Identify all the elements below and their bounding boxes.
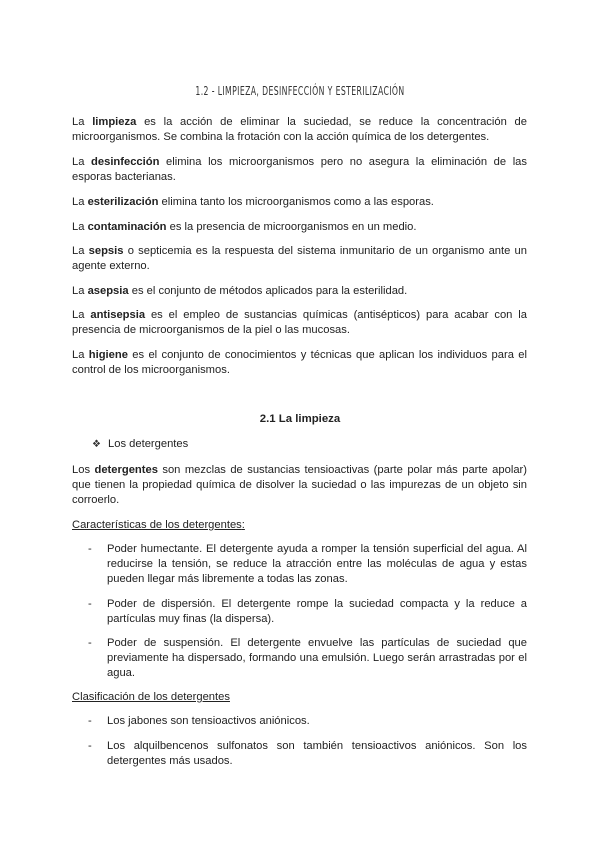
- list-item-text: Los jabones son tensioactivos aniónicos.: [107, 715, 310, 727]
- list-item-text: Poder de suspensión. El detergente envuelve las partículas de suciedad que previamente ha dispersado, formando una emulsión. Luego serán arrastradas por el agua.: [107, 637, 527, 679]
- characteristics-heading: Características de los detergentes:: [72, 519, 245, 531]
- term: asepsia: [87, 285, 129, 297]
- bullet-item: [92, 437, 188, 452]
- classification-heading: Clasificación de los detergentes: [72, 691, 230, 703]
- term: contaminación: [87, 221, 167, 233]
- definition-asepsia: La asepsia es el conjunto de métodos aplicados para la esterilidad.: [72, 285, 408, 297]
- diamond-bullet-icon: ❖: [92, 439, 101, 450]
- definition-higiene: La higiene es el conjunto de conocimientos y técnicas que aplican los individuos para el control de los microorganismos.: [72, 349, 527, 376]
- bullet-label: Los detergentes: [108, 438, 189, 450]
- list-dash: -: [88, 740, 92, 752]
- term: higiene: [88, 349, 128, 361]
- definition-limpieza: La limpieza es la acción de eliminar la suciedad, se reduce la concentración de microorganismos. Se combina la frotación con la acción química de los detergentes.: [72, 116, 527, 143]
- list-item-text: Poder humectante. El detergente ayuda a romper la tensión superficial del agua. Al reducirse la tensión, se reduce la atracción entre las moléculas de agua y estas pueden llegar más libremente a todas las zonas.: [107, 543, 527, 585]
- page-title: 1.2 - LIMPIEZA, DESINFECCIÓN Y ESTERILIZACIÓN: [195, 83, 405, 98]
- list-dash: -: [88, 543, 92, 555]
- term: desinfección: [91, 156, 160, 168]
- detergentes-intro: Los detergentes son mezclas de sustancias tensioactivas (parte polar más parte apolar) que tienen la propiedad química de disolver la suciedad o las impurezas de un objeto sin corroerlo.: [72, 464, 528, 506]
- term: esterilización: [87, 196, 159, 208]
- definition-esterilizacion: La esterilización elimina tanto los microorganismos como a las esporas.: [72, 196, 434, 208]
- definition-antisepsia: La antisepsia es el empleo de sustancias químicas (antisépticos) para acabar con la presencia de microorganismos de la piel o las mucosas.: [72, 309, 527, 336]
- term: sepsis: [88, 245, 124, 257]
- section-title: 2.1 La limpieza: [259, 413, 341, 425]
- list-item-text: Poder de dispersión. El detergente rompe la suciedad compacta y la reduce a partículas muy finas (la dispersa).: [107, 598, 527, 625]
- definition-sepsis: La sepsis o septicemia es la respuesta del sistema inmunitario de un organismo ante un agente externo.: [72, 245, 527, 272]
- term: limpieza: [92, 116, 137, 128]
- list-dash: -: [88, 598, 92, 610]
- list-dash: -: [88, 637, 92, 649]
- definition-desinfeccion: La desinfección elimina los microorganismos pero no asegura la eliminación de las esporas bacterianas.: [72, 156, 527, 183]
- term: antisepsia: [90, 309, 146, 321]
- term: detergentes: [94, 464, 158, 476]
- list-dash: -: [88, 715, 92, 727]
- list-item-text: Los alquilbencenos sulfonatos son también tensioactivos aniónicos. Son los detergentes más usados.: [107, 740, 527, 767]
- definition-contaminacion: La contaminación es la presencia de microorganismos en un medio.: [72, 221, 417, 233]
